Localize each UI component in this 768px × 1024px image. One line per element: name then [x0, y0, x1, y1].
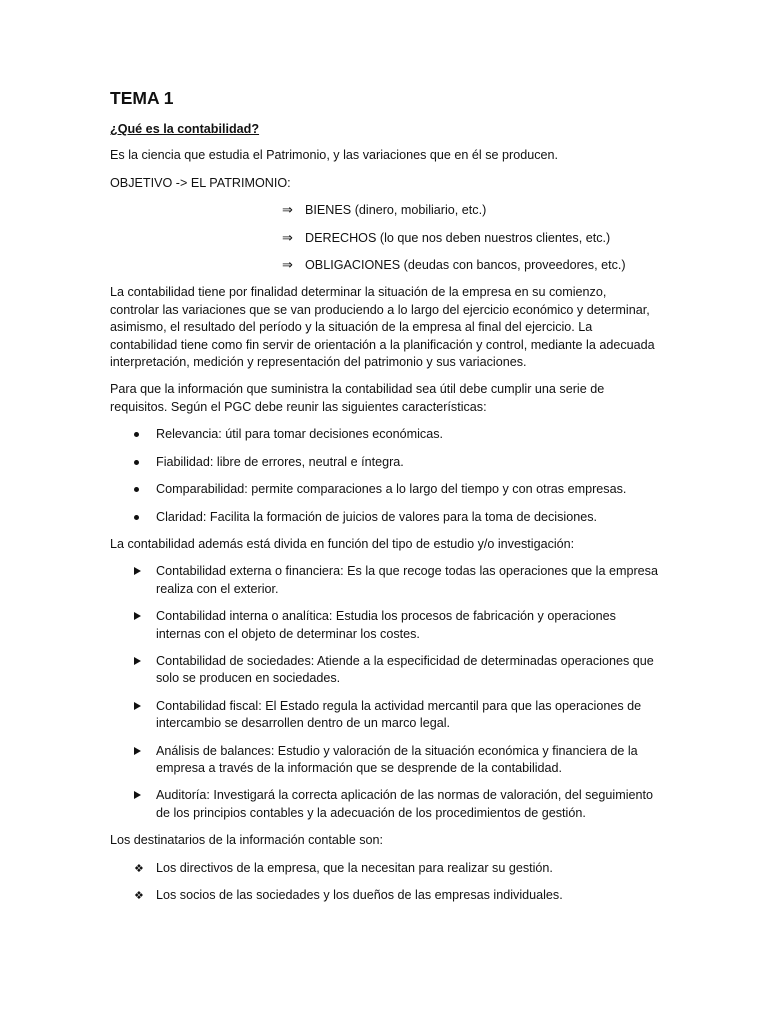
- section-heading: ¿Qué es la contabilidad?: [110, 122, 260, 136]
- list-item: [110, 509, 658, 526]
- list-item-text: Relevancia: útil para tomar decisiones económicas.: [156, 427, 443, 442]
- double-arrow-icon: ⇒: [282, 230, 293, 246]
- diamond-bullet-icon: ❖: [134, 861, 144, 875]
- list-item: [110, 454, 658, 471]
- body-paragraph: La contabilidad además está divida en función del tipo de estudio y/o investigación:: [110, 536, 575, 551]
- list-item-text: Contabilidad fiscal: El Estado regula la actividad mercantil para que las operaciones de intercambio se desarrollen dentro de un marco legal.: [156, 698, 642, 731]
- list-item-text: Los directivos de la empresa, que la necesitan para realizar su gestión.: [156, 860, 553, 875]
- list-item: [110, 787, 658, 822]
- triangle-arrow-icon: [134, 747, 141, 755]
- recipients-list: [110, 860, 658, 905]
- list-item: [110, 426, 658, 443]
- body-paragraph: Para que la información que suministra la contabilidad sea útil debe cumplir una serie de requisitos. Según el PGC debe reunir las siguientes características:: [110, 382, 605, 414]
- bullet-icon: [134, 515, 139, 520]
- body-paragraph: La contabilidad tiene por finalidad determinar la situación de la empresa en su comienzo, controlar las variaciones que se van produciendo a lo largo del ejercicio económico y determinar, asimismo, el resultado del período y la situación de la empresa al final del ejercicio. La contabilidad tiene como fin servir de orientación a la planificación y control, mediante la adecuada interpretación, medición y representación del patrimonio y sus variaciones.: [110, 285, 655, 370]
- body-paragraph: Los destinatarios de la información contable son:: [110, 833, 384, 848]
- diamond-bullet-icon: ❖: [134, 889, 144, 902]
- double-arrow-icon: ⇒: [282, 203, 293, 219]
- list-item-text: DERECHOS (lo que nos deben nuestros clientes, etc.): [305, 230, 611, 245]
- list-item-text: Claridad: Facilita la formación de juicios de valores para la toma de decisiones.: [156, 509, 598, 524]
- intro-paragraph: Es la ciencia que estudia el Patrimonio, y las variaciones que en él se producen.: [110, 148, 559, 163]
- triangle-arrow-icon: [134, 567, 141, 575]
- list-item-text: Comparabilidad: permite comparaciones a lo largo del tiempo y con otras empresas.: [156, 482, 627, 497]
- objective-line: OBJETIVO -> EL PATRIMONIO:: [110, 175, 291, 190]
- list-item: [110, 653, 658, 688]
- list-item: [110, 608, 658, 643]
- list-item: [110, 743, 658, 778]
- list-item-text: Fiabilidad: libre de errores, neutral e íntegra.: [156, 454, 404, 469]
- list-item-text: Contabilidad externa o financiera: Es la que recoge todas las operaciones que la empresa realiza con el exterior.: [156, 564, 658, 596]
- characteristics-list: [110, 426, 658, 526]
- list-item-text: Análisis de balances: Estudio y valoración de la situación económica y financiera de la empresa a través de la información que se desprende de la contabilidad.: [156, 743, 638, 775]
- list-item-text: Contabilidad interna o analítica: Estudia los procesos de fabricación y operaciones internas con el objeto de determinar los costes.: [156, 609, 616, 641]
- double-arrow-icon: ⇒: [282, 258, 293, 274]
- list-item-text: OBLIGACIONES (deudas con bancos, proveedores, etc.): [305, 258, 626, 273]
- list-item-text: Contabilidad de sociedades: Atiende a la especificidad de determinadas operaciones que solo se producen en sociedades.: [156, 653, 654, 686]
- patrimonio-list: [110, 202, 658, 274]
- triangle-arrow-icon: [134, 791, 141, 799]
- list-item: [110, 698, 658, 733]
- document-title: TEMA 1: [110, 88, 174, 108]
- types-list: [110, 563, 658, 822]
- list-item: [110, 481, 658, 498]
- list-item-text: Los socios de las sociedades y los dueños de las empresas individuales.: [156, 888, 563, 902]
- list-item: [282, 257, 658, 274]
- list-item: [110, 887, 658, 904]
- list-item: [282, 230, 658, 247]
- triangle-arrow-icon: [134, 657, 141, 665]
- bullet-icon: [134, 487, 139, 492]
- list-item-text: Auditoría: Investigará la correcta aplicación de las normas de valoración, del seguimiento de los principios contables y la adecuación de los procedimientos de gestión.: [156, 788, 654, 820]
- triangle-arrow-icon: [134, 612, 141, 620]
- list-item-text: BIENES (dinero, mobiliario, etc.): [305, 203, 487, 218]
- bullet-icon: [134, 432, 139, 437]
- list-item: [110, 860, 658, 877]
- triangle-arrow-icon: [134, 702, 141, 710]
- bullet-icon: [134, 460, 139, 465]
- list-item: [110, 563, 658, 598]
- list-item: [282, 202, 658, 219]
